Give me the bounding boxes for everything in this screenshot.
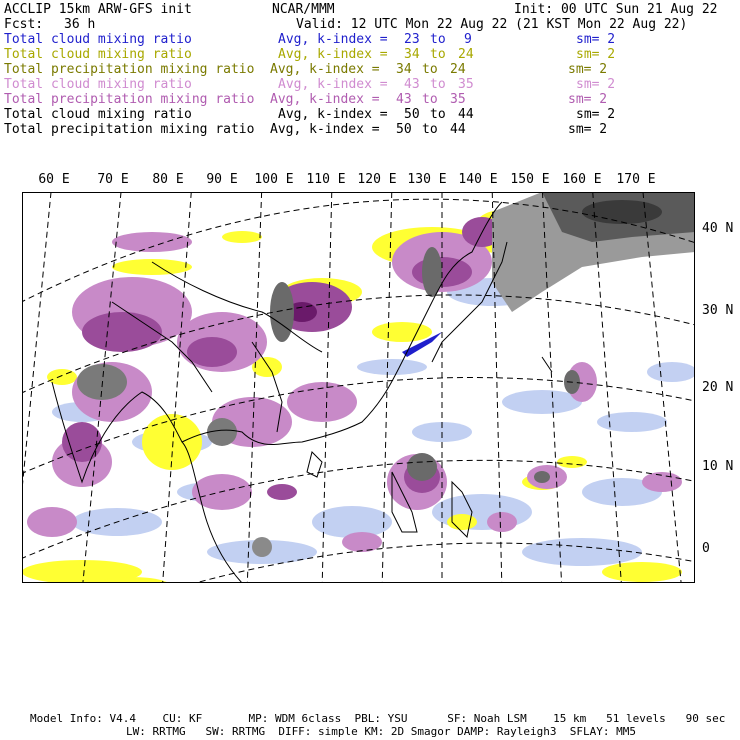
legend-avg: Avg, k-index =	[278, 107, 388, 122]
legend-k-top: 23	[404, 32, 420, 47]
model-info-line-2: LW: RRTMG SW: RRTMG DIFF: simple KM: 2D Smagor DAMP: Rayleigh3 SFLAY: MM5	[126, 725, 636, 738]
legend-to: to	[430, 77, 446, 92]
legend-to: to	[430, 32, 446, 47]
legend-smooth: sm= 2	[568, 92, 608, 107]
legend-avg: Avg, k-index =	[278, 32, 388, 47]
longitude-label: 110 E	[306, 172, 346, 187]
legend-to: to	[430, 107, 446, 122]
valid-time: Valid: 12 UTC Mon 22 Aug 22 (21 KST Mon 22 Aug 22)	[296, 17, 688, 32]
legend-k-top: 43	[404, 77, 420, 92]
longitude-label: 130 E	[407, 172, 447, 187]
legend-k-bottom: 9	[464, 32, 472, 47]
legend-to: to	[422, 92, 438, 107]
legend-field: Total precipitation mixing ratio	[4, 122, 255, 137]
latitude-label: 40 N	[702, 221, 734, 236]
legend-k-top: 50	[396, 122, 412, 137]
longitude-label: 80 E	[152, 172, 184, 187]
latitude-label: 10 N	[702, 459, 734, 474]
legend-to: to	[422, 62, 438, 77]
forecast-hours: 36 h	[64, 17, 96, 32]
longitude-label: 150 E	[510, 172, 550, 187]
legend-field: Total precipitation mixing ratio	[4, 92, 255, 107]
legend-k-top: 43	[396, 92, 412, 107]
legend-smooth: sm= 2	[576, 47, 616, 62]
legend-field: Total cloud mixing ratio	[4, 107, 192, 122]
longitude-label: 70 E	[97, 172, 129, 187]
legend-avg: Avg, k-index =	[270, 122, 380, 137]
legend-field: Total precipitation mixing ratio	[4, 62, 255, 77]
longitude-label: 170 E	[616, 172, 656, 187]
legend-field: Total cloud mixing ratio	[4, 47, 192, 62]
longitude-label: 140 E	[458, 172, 498, 187]
map-panel	[22, 192, 695, 583]
legend-smooth: sm= 2	[568, 62, 608, 77]
legend-k-bottom: 44	[450, 122, 466, 137]
latitude-label: 30 N	[702, 303, 734, 318]
longitude-label: 60 E	[38, 172, 70, 187]
cloud-field-map	[22, 192, 695, 583]
model-title: ACCLIP 15km ARW-GFS init	[4, 2, 192, 17]
legend-k-bottom: 24	[450, 62, 466, 77]
legend-to: to	[430, 47, 446, 62]
legend-k-top: 34	[396, 62, 412, 77]
institution-label: NCAR/MMM	[272, 2, 335, 17]
model-info-line-1: Model Info: V4.4 CU: KF MP: WDM 6class PBL: YSU SF: Noah LSM 15 km 51 levels 90 sec	[30, 712, 726, 725]
latitude-label: 0	[702, 541, 710, 556]
longitude-label: 90 E	[206, 172, 238, 187]
legend-k-top: 34	[404, 47, 420, 62]
legend-smooth: sm= 2	[576, 77, 616, 92]
legend-k-bottom: 35	[458, 77, 474, 92]
init-time: Init: 00 UTC Sun 21 Aug 22	[514, 2, 718, 17]
legend-avg: Avg, k-index =	[278, 47, 388, 62]
longitude-label: 160 E	[562, 172, 602, 187]
longitude-label: 100 E	[254, 172, 294, 187]
latitude-label: 20 N	[702, 380, 734, 395]
legend-field: Total cloud mixing ratio	[4, 32, 192, 47]
legend-k-bottom: 24	[458, 47, 474, 62]
legend-smooth: sm= 2	[576, 107, 616, 122]
legend-avg: Avg, k-index =	[278, 77, 388, 92]
legend-to: to	[422, 122, 438, 137]
legend-k-top: 50	[404, 107, 420, 122]
legend-avg: Avg, k-index =	[270, 62, 380, 77]
legend-k-bottom: 44	[458, 107, 474, 122]
longitude-label: 120 E	[357, 172, 397, 187]
legend-smooth: sm= 2	[576, 32, 616, 47]
legend-avg: Avg, k-index =	[270, 92, 380, 107]
legend-field: Total cloud mixing ratio	[4, 77, 192, 92]
forecast-label: Fcst:	[4, 17, 44, 32]
legend-smooth: sm= 2	[568, 122, 608, 137]
legend-k-bottom: 35	[450, 92, 466, 107]
